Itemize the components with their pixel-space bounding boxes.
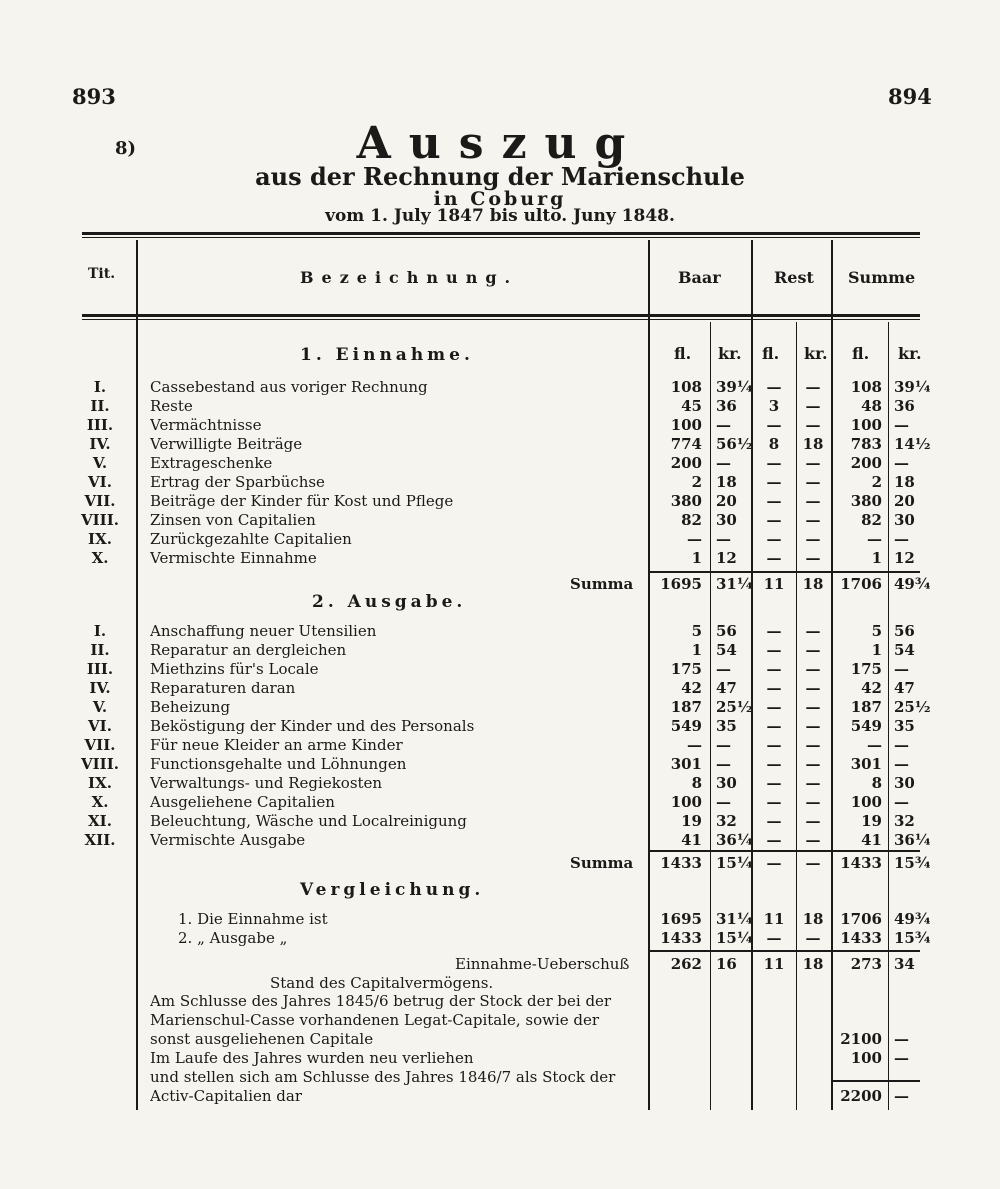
cell-baar-kr: 12	[716, 549, 737, 567]
cell-summe-kr: 25½	[894, 698, 931, 716]
row-label: Ertrag der Sparbüchse	[150, 473, 325, 491]
cell-rest-kr: —	[805, 679, 821, 697]
cell-baar-fl: 5	[691, 622, 702, 640]
subheader-rest-kr: kr.	[804, 344, 828, 363]
cell-baar-kr: —	[716, 755, 731, 773]
cell-summe-fl: 48	[861, 397, 882, 415]
cell-rest-kr: —	[805, 774, 821, 792]
section-heading-einnahme: 1. Einnahme.	[300, 345, 474, 365]
header-baar: Baar	[678, 268, 721, 287]
cell-summe-fl: 100	[850, 793, 882, 811]
table-row	[0, 416, 1000, 435]
cell-summe-fl: 200	[850, 454, 882, 472]
cell-baar-fl: 1695	[660, 910, 702, 928]
subheader-summe-kr: kr.	[898, 344, 922, 363]
row-label: Cassebestand aus voriger Rechnung	[150, 378, 428, 396]
item-number: 8)	[115, 138, 137, 159]
cell-summe-kr: 39¼	[894, 378, 931, 396]
cell-summe-kr: —	[894, 454, 909, 472]
cell-rest-fl: —	[766, 774, 782, 792]
cell-summe-fl: 108	[850, 378, 882, 396]
subheader-summe-fl: fl.	[852, 344, 870, 363]
row-tit: III.	[86, 660, 114, 678]
capital-paragraph-2: Im Laufe des Jahres wurden neu verliehen	[150, 1049, 474, 1067]
cell-summe-kr: 15¾	[894, 854, 931, 872]
cell-summe-fl: 1	[871, 641, 882, 659]
cell-rest-fl: —	[766, 660, 782, 678]
table-top-rule	[82, 232, 920, 235]
cell-summe-fl: 273	[850, 955, 882, 973]
cell-summe-kr: 32	[894, 812, 915, 830]
cell-baar-fl: 1	[691, 641, 702, 659]
cell-baar-fl: 262	[670, 955, 702, 973]
document-location: in Coburg	[433, 188, 567, 210]
table-row	[0, 774, 1000, 793]
table-row	[0, 755, 1000, 774]
cell-baar-kr: 16	[716, 955, 737, 973]
capital-heading: Stand des Capitalvermögens.	[270, 974, 494, 992]
cell-rest-kr: —	[805, 454, 821, 472]
cell-baar-kr: —	[716, 736, 731, 754]
row-label: Für neue Kleider an arme Kinder	[150, 736, 403, 754]
cell-baar-fl: 774	[670, 435, 702, 453]
cell-rest-kr: —	[805, 641, 821, 659]
table-row	[0, 660, 1000, 679]
cell-summe-fl: 549	[850, 717, 882, 735]
table-row	[0, 641, 1000, 660]
document-subtitle: aus der Rechnung der Marienschule	[255, 162, 745, 191]
table-row	[0, 717, 1000, 736]
section-heading-vergleichung: Vergleichung.	[300, 880, 485, 900]
cell-baar-fl: 45	[681, 397, 702, 415]
row-tit: IX.	[88, 530, 112, 548]
row-label: Extrageschenke	[150, 454, 273, 472]
cell-summe-kr: 30	[894, 774, 915, 792]
cell-rest-fl: —	[766, 698, 782, 716]
summa-label: Summa	[570, 854, 634, 872]
cell-summe-fl: 2100	[840, 1030, 882, 1048]
row-tit: VIII.	[81, 755, 119, 773]
cell-summe-fl: 5	[871, 622, 882, 640]
cell-summe-fl: 100	[850, 416, 882, 434]
cell-rest-kr: —	[805, 831, 821, 849]
cell-rest-fl: —	[766, 717, 782, 735]
cell-rest-kr: —	[805, 378, 821, 396]
ausgabe-sum-rule	[648, 850, 920, 852]
row-label: Beköstigung der Kinder und des Personals	[150, 717, 475, 735]
cell-summe-fl: 82	[861, 511, 882, 529]
cell-baar-kr: —	[716, 793, 731, 811]
cell-summe-fl: 8	[871, 774, 882, 792]
row-label: Reparaturen daran	[150, 679, 296, 697]
einnahme-summa-row	[0, 575, 1000, 594]
cell-summe-kr: 18	[894, 473, 915, 491]
cell-rest-fl: —	[766, 530, 782, 548]
cell-rest-kr: —	[805, 416, 821, 434]
header-bezeichnung: Bezeichnung.	[300, 268, 519, 287]
table-row	[0, 793, 1000, 812]
cell-rest-kr: —	[805, 698, 821, 716]
cell-baar-fl: 100	[670, 416, 702, 434]
cell-rest-kr: —	[805, 622, 821, 640]
cell-baar-fl: 301	[670, 755, 702, 773]
cell-baar-fl: 82	[681, 511, 702, 529]
cell-baar-fl: 42	[681, 679, 702, 697]
ueberschuss-label: Einnahme-Ueberschuß	[455, 955, 630, 973]
cell-baar-fl: 380	[670, 492, 702, 510]
row-label: Zurückgezahlte Capitalien	[150, 530, 352, 548]
einnahme-sum-rule	[648, 571, 920, 573]
row-label: Zinsen von Capitalien	[150, 511, 316, 529]
cell-rest-fl: —	[766, 929, 782, 947]
cell-summe-kr: —	[894, 736, 909, 754]
section-heading-ausgabe: 2. Ausgabe.	[312, 592, 467, 612]
cell-rest-kr: 18	[802, 910, 824, 928]
cell-rest-fl: —	[766, 622, 782, 640]
cell-baar-fl: 1	[691, 549, 702, 567]
cell-summe-kr: 14½	[894, 435, 931, 453]
cell-rest-kr: —	[805, 397, 821, 415]
capital-row-3-values	[0, 1087, 1000, 1106]
table-row	[0, 378, 1000, 397]
table-row	[0, 679, 1000, 698]
cell-baar-fl: 1433	[660, 929, 702, 947]
row-tit: III.	[86, 416, 114, 434]
cell-summe-kr: 49¾	[894, 575, 931, 593]
table-row	[0, 435, 1000, 454]
table-row	[0, 473, 1000, 492]
ueberschuss-row	[0, 955, 1000, 974]
row-tit: X.	[91, 793, 109, 811]
cell-baar-kr: 18	[716, 473, 737, 491]
cell-summe-fl: 1	[871, 549, 882, 567]
cell-rest-fl: —	[766, 549, 782, 567]
row-tit: I.	[93, 622, 107, 640]
cell-baar-kr: 30	[716, 774, 737, 792]
row-label: 2. „ Ausgabe „	[178, 929, 288, 947]
row-label: Vermischte Ausgabe	[150, 831, 306, 849]
cell-baar-fl: —	[687, 736, 702, 754]
cell-summe-fl: 1433	[840, 929, 882, 947]
cell-baar-kr: 31¼	[716, 575, 753, 593]
cell-baar-kr: 47	[716, 679, 737, 697]
summa-label: Summa	[570, 575, 634, 593]
row-tit: VII.	[84, 736, 116, 754]
cell-summe-kr: —	[894, 755, 909, 773]
header-bottom-rule-thin	[82, 319, 920, 320]
cell-baar-fl: 175	[670, 660, 702, 678]
cell-baar-fl: 100	[670, 793, 702, 811]
ausgabe-summa-row	[0, 854, 1000, 873]
cell-baar-kr: 32	[716, 812, 737, 830]
cell-summe-fl: 42	[861, 679, 882, 697]
cell-summe-fl: —	[867, 530, 882, 548]
cell-summe-kr: 47	[894, 679, 915, 697]
table-row	[0, 492, 1000, 511]
table-row	[0, 549, 1000, 568]
header-bottom-rule	[82, 314, 920, 317]
cell-baar-fl: 187	[670, 698, 702, 716]
vergleichung-row-einnahme	[0, 910, 1000, 929]
row-tit: II.	[90, 641, 110, 659]
row-label: Ausgeliehene Capitalien	[150, 793, 335, 811]
row-tit: VI.	[88, 717, 112, 735]
capital-sum-rule	[831, 1080, 920, 1082]
vergleichung-row-ausgabe	[0, 929, 1000, 948]
cell-rest-fl: 8	[768, 435, 780, 453]
row-tit: IX.	[88, 774, 112, 792]
row-label: Verwaltungs- und Regiekosten	[150, 774, 383, 792]
cell-summe-fl: 1706	[840, 575, 882, 593]
cell-summe-fl: 2200	[840, 1087, 882, 1105]
cell-summe-kr: 20	[894, 492, 915, 510]
header-rest: Rest	[774, 268, 814, 287]
cell-rest-kr: —	[805, 717, 821, 735]
subheader-rest-fl: fl.	[762, 344, 780, 363]
cell-rest-fl: —	[766, 641, 782, 659]
cell-baar-fl: 41	[681, 831, 702, 849]
cell-rest-fl: —	[766, 679, 782, 697]
cell-baar-kr: —	[716, 660, 731, 678]
row-tit: XI.	[88, 812, 112, 830]
cell-rest-fl: 11	[763, 575, 785, 593]
cell-summe-fl: 301	[850, 755, 882, 773]
cell-summe-fl: 100	[850, 1049, 882, 1067]
document-title: Auszug	[356, 118, 644, 169]
row-label: Anschaffung neuer Utensilien	[150, 622, 377, 640]
cell-summe-fl: 783	[850, 435, 882, 453]
row-tit: X.	[91, 549, 109, 567]
cell-rest-kr: —	[805, 492, 821, 510]
cell-rest-kr: —	[805, 660, 821, 678]
cell-rest-kr: —	[805, 854, 821, 872]
cell-summe-kr: 15¾	[894, 929, 931, 947]
table-row	[0, 397, 1000, 416]
cell-summe-kr: —	[894, 1030, 909, 1048]
document-period: vom 1. July 1847 bis ulto. Juny 1848.	[325, 206, 675, 226]
cell-rest-kr: —	[805, 473, 821, 491]
cell-rest-kr: 18	[802, 955, 824, 973]
cell-rest-kr: —	[805, 929, 821, 947]
cell-rest-fl: 11	[763, 910, 785, 928]
cell-baar-kr: 15¼	[716, 929, 753, 947]
row-tit: IV.	[89, 679, 111, 697]
cell-baar-kr: 36¼	[716, 831, 753, 849]
capital-row-2-values	[0, 1049, 1000, 1068]
row-tit: XII.	[84, 831, 116, 849]
row-label: Functionsgehalte und Löhnungen	[150, 755, 407, 773]
cell-baar-fl: 108	[670, 378, 702, 396]
cell-summe-kr: 36	[894, 397, 915, 415]
cell-baar-kr: —	[716, 454, 731, 472]
table-row	[0, 511, 1000, 530]
cell-summe-kr: —	[894, 530, 909, 548]
cell-rest-fl: —	[766, 416, 782, 434]
cell-baar-kr: 25½	[716, 698, 753, 716]
cell-summe-kr: 35	[894, 717, 915, 735]
cell-summe-fl: 175	[850, 660, 882, 678]
cell-rest-fl: 11	[763, 955, 785, 973]
cell-baar-fl: 200	[670, 454, 702, 472]
cell-baar-kr: —	[716, 530, 731, 548]
subheader-baar-kr: kr.	[718, 344, 742, 363]
cell-baar-fl: 2	[691, 473, 702, 491]
cell-baar-kr: 31¼	[716, 910, 753, 928]
cell-baar-kr: —	[716, 416, 731, 434]
cell-summe-kr: 36¼	[894, 831, 931, 849]
table-row	[0, 698, 1000, 717]
cell-rest-kr: —	[805, 812, 821, 830]
cell-baar-kr: 36	[716, 397, 737, 415]
row-tit: I.	[93, 378, 107, 396]
header-tit: Tit.	[88, 266, 116, 282]
subheader-baar-fl: fl.	[674, 344, 692, 363]
row-tit: V.	[92, 454, 108, 472]
cell-rest-fl: —	[766, 511, 782, 529]
cell-rest-kr: —	[805, 793, 821, 811]
table-row	[0, 831, 1000, 850]
page-number-right: 894	[888, 84, 932, 109]
header-summe: Summe	[848, 268, 916, 287]
cell-summe-fl: 380	[850, 492, 882, 510]
cell-summe-fl: 187	[850, 698, 882, 716]
row-tit: IV.	[89, 435, 111, 453]
cell-rest-fl: —	[766, 736, 782, 754]
cell-baar-fl: 1433	[660, 854, 702, 872]
row-label: Beleuchtung, Wäsche und Localreinigung	[150, 812, 467, 830]
row-label: 1. Die Einnahme ist	[178, 910, 328, 928]
row-label: Miethzins für's Locale	[150, 660, 319, 678]
capital-paragraph-1: Am Schlusse des Jahres 1845/6 betrug der Stock der bei der Marienschul-Casse vorhandenen Legat-Capitale, sowie der sonst ausgeliehenen Capitale	[150, 992, 612, 1048]
row-label: Vermächtnisse	[150, 416, 262, 434]
cell-summe-kr: 30	[894, 511, 915, 529]
capital-paragraph-3: und stellen sich am Schlusse des Jahres 1846/7 als Stock der Activ-Capitalien dar	[150, 1068, 616, 1105]
row-label: Verwilligte Beiträge	[150, 435, 303, 453]
table-row	[0, 812, 1000, 831]
cell-rest-fl: —	[766, 831, 782, 849]
cell-baar-fl: —	[687, 530, 702, 548]
row-label: Vermischte Einnahme	[150, 549, 317, 567]
cell-rest-fl: —	[766, 755, 782, 773]
cell-baar-fl: 8	[691, 774, 702, 792]
cell-summe-fl: —	[867, 736, 882, 754]
cell-baar-kr: 56	[716, 622, 737, 640]
cell-rest-fl: —	[766, 812, 782, 830]
cell-baar-kr: 20	[716, 492, 737, 510]
cell-rest-kr: —	[805, 755, 821, 773]
cell-baar-kr: 35	[716, 717, 737, 735]
cell-baar-fl: 1695	[660, 575, 702, 593]
cell-summe-kr: 49¾	[894, 910, 931, 928]
cell-baar-fl: 19	[681, 812, 702, 830]
row-tit: VI.	[88, 473, 112, 491]
cell-summe-fl: 1706	[840, 910, 882, 928]
cell-summe-kr: —	[894, 416, 909, 434]
cell-summe-fl: 41	[861, 831, 882, 849]
table-row	[0, 622, 1000, 641]
cell-baar-kr: 15¼	[716, 854, 753, 872]
capital-row-1-values	[0, 1030, 1000, 1049]
cell-rest-kr: —	[805, 549, 821, 567]
row-tit: II.	[90, 397, 110, 415]
cell-rest-kr: 18	[802, 575, 824, 593]
cell-rest-fl: 3	[768, 397, 780, 415]
row-label: Reste	[150, 397, 193, 415]
row-tit: V.	[92, 698, 108, 716]
cell-baar-fl: 549	[670, 717, 702, 735]
cell-rest-fl: —	[766, 473, 782, 491]
cell-baar-kr: 30	[716, 511, 737, 529]
cell-summe-kr: 56	[894, 622, 915, 640]
cell-rest-fl: —	[766, 793, 782, 811]
cell-summe-fl: 19	[861, 812, 882, 830]
cell-baar-kr: 56½	[716, 435, 753, 453]
cell-summe-kr: —	[894, 793, 909, 811]
row-tit: VIII.	[81, 511, 119, 529]
cell-rest-kr: —	[805, 511, 821, 529]
row-label: Beheizung	[150, 698, 231, 716]
row-label: Reparatur an dergleichen	[150, 641, 347, 659]
cell-summe-kr: —	[894, 1049, 909, 1067]
cell-rest-fl: —	[766, 492, 782, 510]
cell-summe-fl: 2	[871, 473, 882, 491]
cell-rest-kr: —	[805, 530, 821, 548]
cell-rest-kr: —	[805, 736, 821, 754]
vergleichung-sum-rule	[648, 950, 920, 952]
cell-summe-fl: 1433	[840, 854, 882, 872]
page-number-left: 893	[72, 84, 116, 109]
cell-summe-kr: —	[894, 660, 909, 678]
cell-rest-fl: —	[766, 378, 782, 396]
cell-baar-kr: 39¼	[716, 378, 753, 396]
cell-summe-kr: 34	[894, 955, 915, 973]
table-top-rule-thin	[82, 237, 920, 238]
cell-rest-fl: —	[766, 854, 782, 872]
row-label: Beiträge der Kinder für Kost und Pflege	[150, 492, 454, 510]
cell-rest-kr: 18	[802, 435, 824, 453]
cell-summe-kr: 54	[894, 641, 915, 659]
table-row	[0, 530, 1000, 549]
cell-summe-kr: —	[894, 1087, 909, 1105]
cell-rest-fl: —	[766, 454, 782, 472]
row-tit: VII.	[84, 492, 116, 510]
cell-summe-kr: 12	[894, 549, 915, 567]
table-row	[0, 736, 1000, 755]
table-row	[0, 454, 1000, 473]
cell-baar-kr: 54	[716, 641, 737, 659]
